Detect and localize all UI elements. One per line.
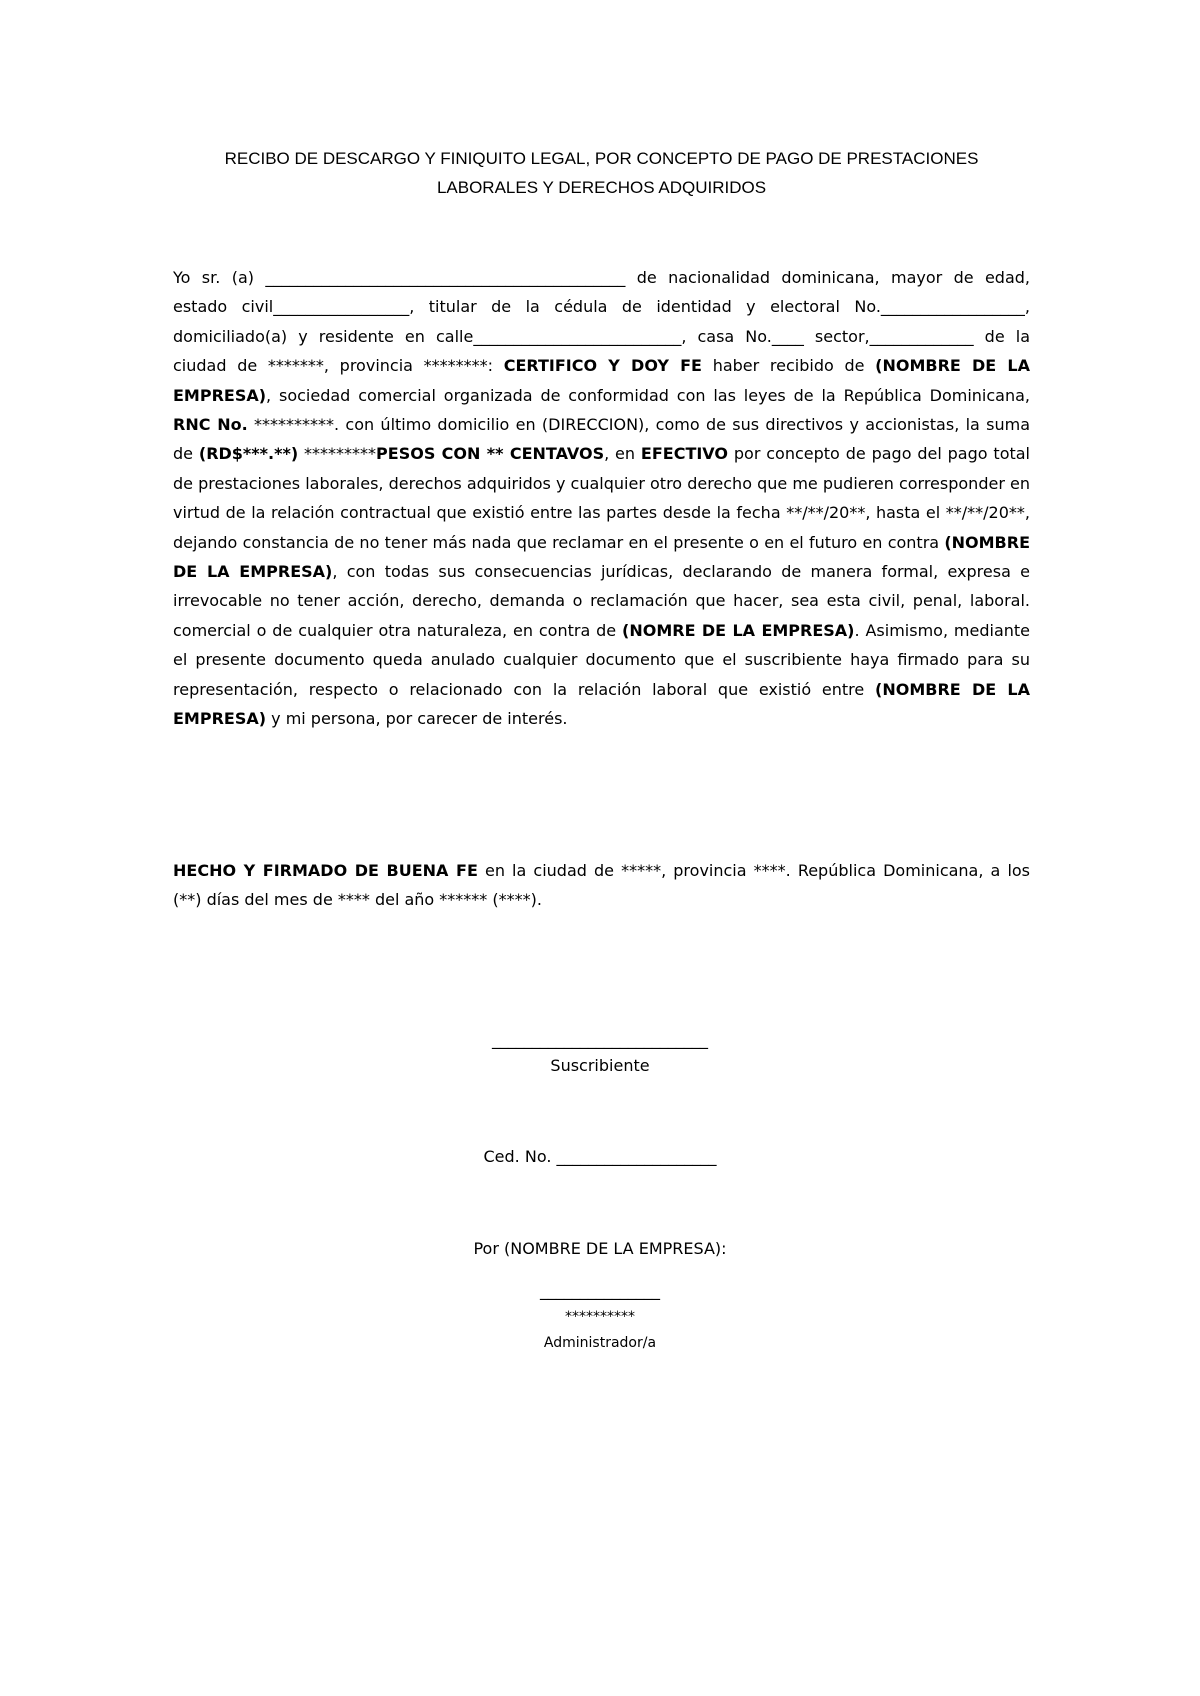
body-bold-text: PESOS CON ** CENTAVOS [376, 444, 605, 464]
body-bold-text: RNC No. [173, 415, 248, 435]
body-text: por concepto de pago del pago total de prestaciones laborales, derechos adquiridos y cualquier otro derecho que me pudieren corresponder en virtud de la relación contractual que existió entre las partes desde la fecha **/**/20**, hasta el **/**/20**, dejando constancia de no tener más nada que reclamar en el presente o en el futuro en contra [173, 444, 1031, 552]
signature-line-subscriber: ___________________________ [492, 1030, 708, 1049]
title-line-2: LABORALES Y DERECHOS ADQUIRIDOS [436, 178, 767, 197]
body-bold-text: (NOMRE DE LA EMPRESA) [622, 620, 855, 640]
cedula-line: Ced. No. ____________________ [483, 1147, 717, 1166]
company-signatory-label: Por (NOMBRE DE LA EMPRESA): [473, 1239, 727, 1258]
body-bold-text: (NOMBRE DE LA EMPRESA) [173, 532, 1030, 582]
body-text: . Asimismo, mediante el presente documento queda anulado cualquier documento que el suscribiente haya firmado para su representación, respecto o relacionado con la relación laboral que existió entre [173, 620, 1031, 699]
body-text: y mi persona, por carecer de interés. [266, 709, 568, 729]
administrator-name-placeholder: ********** [565, 1309, 635, 1325]
document-title [150, 144, 1053, 202]
body-text: , en [604, 444, 641, 464]
body-bold-text: (RD$***.**) [198, 444, 299, 464]
body-bold-text: CERTIFICO Y DOY FE [503, 356, 702, 376]
body-text: **********. con último domicilio en (DIRECCION), como de sus directivos y accionistas, la suma de [173, 415, 1030, 464]
closing-bold-text: HECHO Y FIRMADO DE BUENA FE [173, 861, 478, 880]
body-text: , con todas sus consecuencias jurídicas, declarando de manera formal, expresa e irrevocable no tener acción, derecho, demanda o reclamación que hacer, sea esta civil, penal, laboral. comercial o de cualquier otra naturaleza, en contra de [173, 562, 1030, 640]
body-bold-text: (NOMBRE DE LA EMPRESA) [173, 679, 1030, 729]
title-line-1: RECIBO DE DESCARGO Y FINIQUITO LEGAL, POR CONCEPTO DE PAGO DE PRESTACIONES [224, 149, 979, 168]
subscriber-label: Suscribiente [550, 1056, 650, 1075]
closing-paragraph [173, 856, 1030, 915]
signature-line-company: _______________ [540, 1281, 660, 1300]
body-bold-text: EFECTIVO [640, 444, 729, 464]
body-text: Yo sr. (a) _____________________________________________ de nacionalidad dominicana, mayor de edad, estado civil_________________, titular de la cédula de identidad y electoral No.__________________, domiciliado(a) y residente en calle__________________________, casa No.____ sector,_____________ de la ciudad de *******, provincia ********: [173, 268, 1030, 376]
body-paragraph [173, 263, 1030, 734]
body-text: ********* [298, 444, 377, 464]
body-bold-text: (NOMBRE DE LA EMPRESA) [173, 356, 1030, 405]
body-text: haber recibido de [702, 356, 876, 376]
closing-text: en la ciudad de *****, provincia ****. República Dominicana, a los (**) días del mes de **** del año ****** (****). [173, 861, 1031, 910]
body-text: , sociedad comercial organizada de conformidad con las leyes de la República Dominicana, [266, 385, 1030, 405]
administrator-role: Administrador/a [543, 1335, 657, 1351]
